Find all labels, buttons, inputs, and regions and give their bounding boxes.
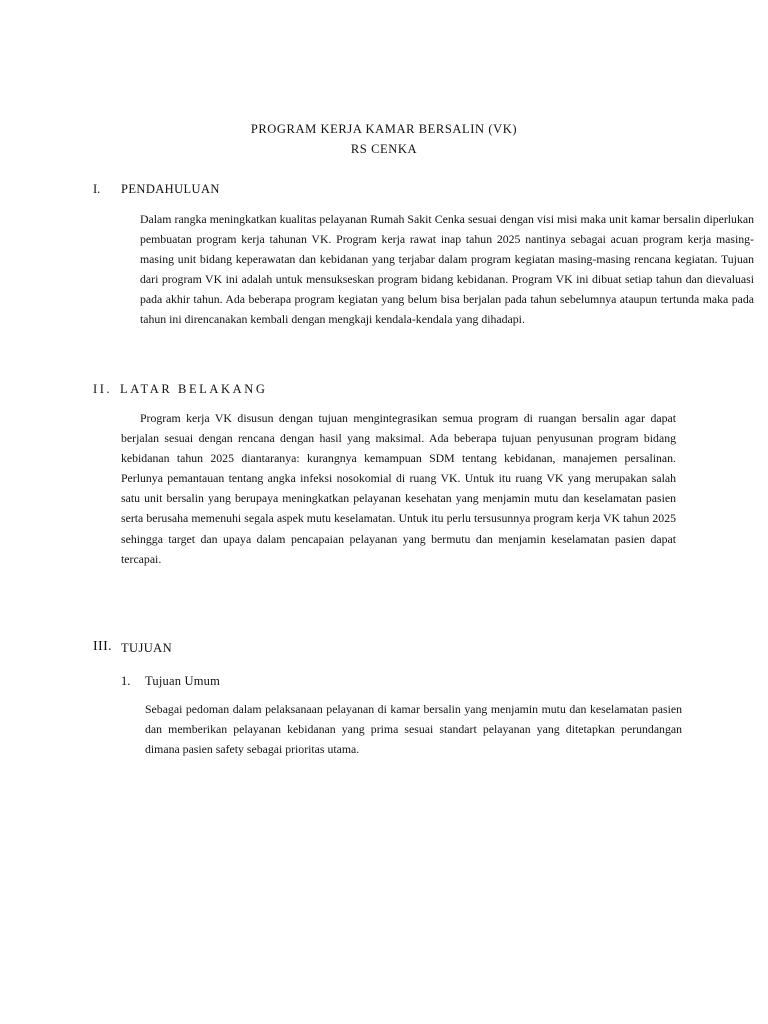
subsection-1-paragraph: Sebagai pedoman dalam pelaksanaan pelayanan di kamar bersalin yang menjamin mutu dan keselamatan pasien dan memberikan pelayanan kebidanan yang prima sesuai standart pelayanan yang ditetapkan perundangan dimana pasien safety sebagai prioritas utama. xyxy=(145,702,682,757)
section-3-heading: TUJUAN xyxy=(121,641,173,655)
section-3-number: III. xyxy=(93,639,113,654)
section-2-heading: LATAR BELAKANG xyxy=(120,382,268,396)
section-2-number: II. xyxy=(93,382,113,396)
document-title: PROGRAM KERJA KAMAR BERSALIN (VK) xyxy=(250,122,518,136)
document-subtitle: RS CENKA xyxy=(350,142,418,156)
subsection-1-heading: Tujuan Umum xyxy=(145,674,221,688)
subsection-1-number: 1. xyxy=(121,674,131,688)
section-1-number: I. xyxy=(93,182,101,196)
section-2-paragraph: Program kerja VK disusun dengan tujuan mengintegrasikan semua program di ruangan bersalin agar dapat berjalan sesuai dengan rencana dengan hasil yang maksimal. Ada beberapa tujuan penyusunan program bidang kebidanan tahun 2025 diantaranya: kurangnya kemampuan SDM tentang kebidanan, manajemen persalinan. Perlunya pemantauan tentang angka infeksi nosokomial di ruang VK. Untuk itu ruang VK yang merupakan salah satu unit bersalin yang berupaya meningkatkan pelayanan kesehatan yang menjamin mutu dan keselamatan pasien serta berusaha memenuhi segala aspek mutu keselamatan. Untuk itu perlu tersusunnya program kerja VK tahun 2025 sehingga target dan upaya dalam pencapaian pelayanan yang bermutu dan menjamin keselamatan pasien dapat tercapai. xyxy=(121,411,676,566)
section-1-paragraph: Dalam rangka meningkatkan kualitas pelayanan Rumah Sakit Cenka sesuai dengan visi misi maka unit kamar bersalin diperlukan pembuatan program kerja tahunan VK. Program kerja rawat inap tahun 2025 nantinya sebagai acuan program kerja masing- masing unit bidang keperawatan dan kebidanan yang terjabar dalam program kegiatan masing-masing rencana kegiatan. Tujuan dari program VK ini adalah untuk mensukseskan program bidang kebidanan. Program VK ini dibuat setiap tahun dan dievaluasi pada akhir tahun. Ada beberapa program kegiatan yang belum bisa berjalan pada tahun sebelumnya ataupun tertunda maka pada tahun ini direncanakan kembali dengan mengkaji kendala-kendala yang dihadapi. xyxy=(140,212,754,327)
section-1-heading: PENDAHULUAN xyxy=(121,182,220,196)
